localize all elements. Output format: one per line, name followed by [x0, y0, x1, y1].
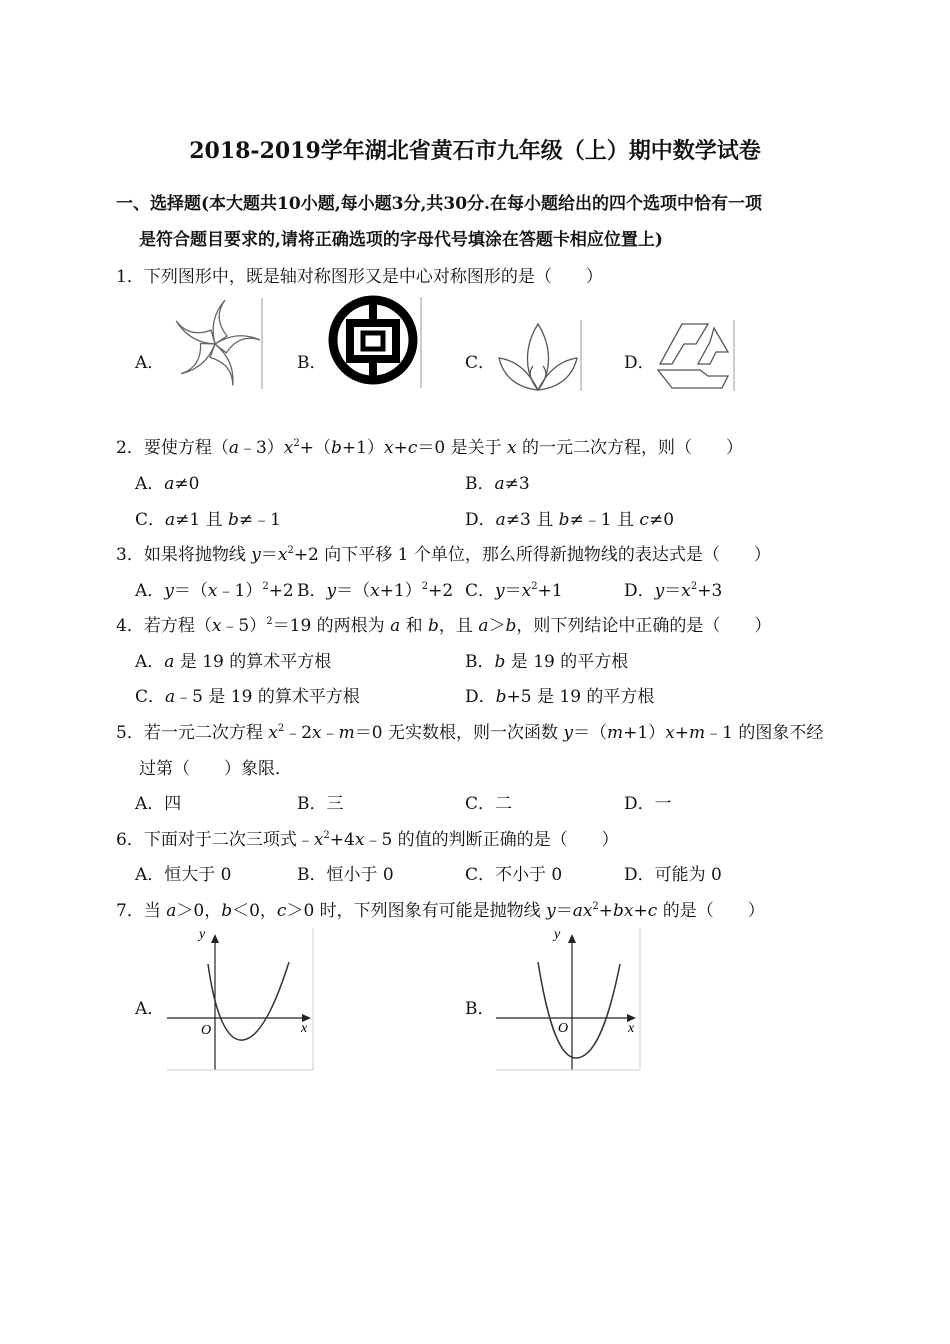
q1-stem: 1．下列图形中，既是轴对称图形又是中心对称图形的是（ ）	[116, 267, 603, 287]
q1-label-c: C．	[465, 353, 496, 373]
pinwheel-figure	[165, 296, 265, 391]
q5-option-b: B．三	[297, 794, 344, 814]
q2-option-a: A．a≠0	[135, 474, 200, 494]
section-heading-line2: 是符合题目要求的,请将正确选项的字母代号填涂在答题卡相应位置上)	[139, 230, 663, 250]
q5-stem: 5．若一元二次方程 $x^2﹣2x﹣m=0$ 无实数根，则一次函数 y＝（m+1）x+m﹣1 的图象不经	[116, 723, 824, 743]
q1-label-b: B．	[297, 353, 327, 373]
q1-label-a: A．	[135, 353, 165, 373]
lotus-figure	[495, 318, 585, 393]
q5-stem-line2: 过第（ ）象限．	[139, 759, 292, 779]
q4-stem: 4．若方程（x﹣5）$^2$＝19 的两根为 a 和 b，且 a＞b，则下列结论中正确的是（ ）	[116, 616, 772, 636]
q4-option-d: D．b+5 是 19 的平方根	[465, 687, 655, 707]
q6-option-a: A．恒大于 0	[135, 865, 232, 885]
q6-option-b: B．恒小于 0	[297, 865, 394, 885]
coin-logo-figure	[326, 293, 424, 391]
graph-b-x-label: x	[628, 1021, 635, 1036]
recycle-triangle-figure	[652, 318, 738, 393]
q6-option-d: D．可能为 0	[624, 865, 722, 885]
parabola-graph-b	[494, 924, 642, 1072]
parabola-graph-a	[165, 924, 315, 1072]
page-title: 2018-2019学年湖北省黄石市九年级（上）期中数学试卷	[189, 138, 761, 164]
q4-option-c: C．a﹣5 是 19 的算术平方根	[135, 687, 360, 707]
q6-stem: 6．下面对于二次三项式$﹣x^2+4x﹣5$ 的值的判断正确的是（ ）	[116, 830, 619, 850]
q3-option-c: C．$y=x^2+1$	[465, 581, 563, 601]
q7-label-b: B．	[465, 999, 495, 1019]
q5-option-c: C．二	[465, 794, 513, 814]
q3-option-a: A．y＝（x﹣1）$^2$+2	[135, 581, 294, 601]
q3-stem: 3．如果将抛物线 $y=x^2+2$ 向下平移 1 个单位，那么所得新抛物线的表达式是（ ）	[116, 545, 771, 565]
q3-option-d: D．$y=x^2+3$	[624, 581, 723, 601]
q5-option-d: D．一	[624, 794, 672, 814]
graph-a-y-label: y	[199, 927, 206, 942]
q7-label-a: A．	[135, 999, 165, 1019]
q7-stem: 7．当 a＞0，b＜0，c＞0 时，下列图象有可能是抛物线 $y=ax^2+bx+c$ 的是（ ）	[116, 901, 765, 921]
graph-b-origin-label: O	[558, 1021, 569, 1036]
section-heading-line1: 一、选择题(本大题共10小题,每小题3分,共30分.在每小题给出的四个选项中恰有一项	[116, 194, 762, 214]
q3-option-b: B．$y=(x+1)^2+2$	[297, 581, 454, 601]
q4-option-a: A．a 是 19 的算术平方根	[135, 652, 332, 672]
q2-option-d: D．a≠3 且 b≠﹣1 且 c≠0	[465, 510, 675, 530]
graph-a-x-label: x	[301, 1021, 308, 1036]
graph-b-y-label: y	[554, 927, 561, 942]
q4-option-b: B．b 是 19 的平方根	[465, 652, 629, 672]
q2-option-b: B．a≠3	[465, 474, 530, 494]
q2-option-c: C．a≠1 且 b≠﹣1	[135, 510, 281, 530]
q5-option-a: A．四	[135, 794, 182, 814]
q1-label-d: D．	[624, 353, 655, 373]
q6-option-c: C．不小于 0	[465, 865, 563, 885]
q2-stem: 2．要使方程$(a﹣3)x^2+(b+1)x+c=0$ 是关于 x 的一元二次方程，则（ ）	[116, 438, 743, 458]
graph-a-origin-label: O	[201, 1023, 212, 1038]
